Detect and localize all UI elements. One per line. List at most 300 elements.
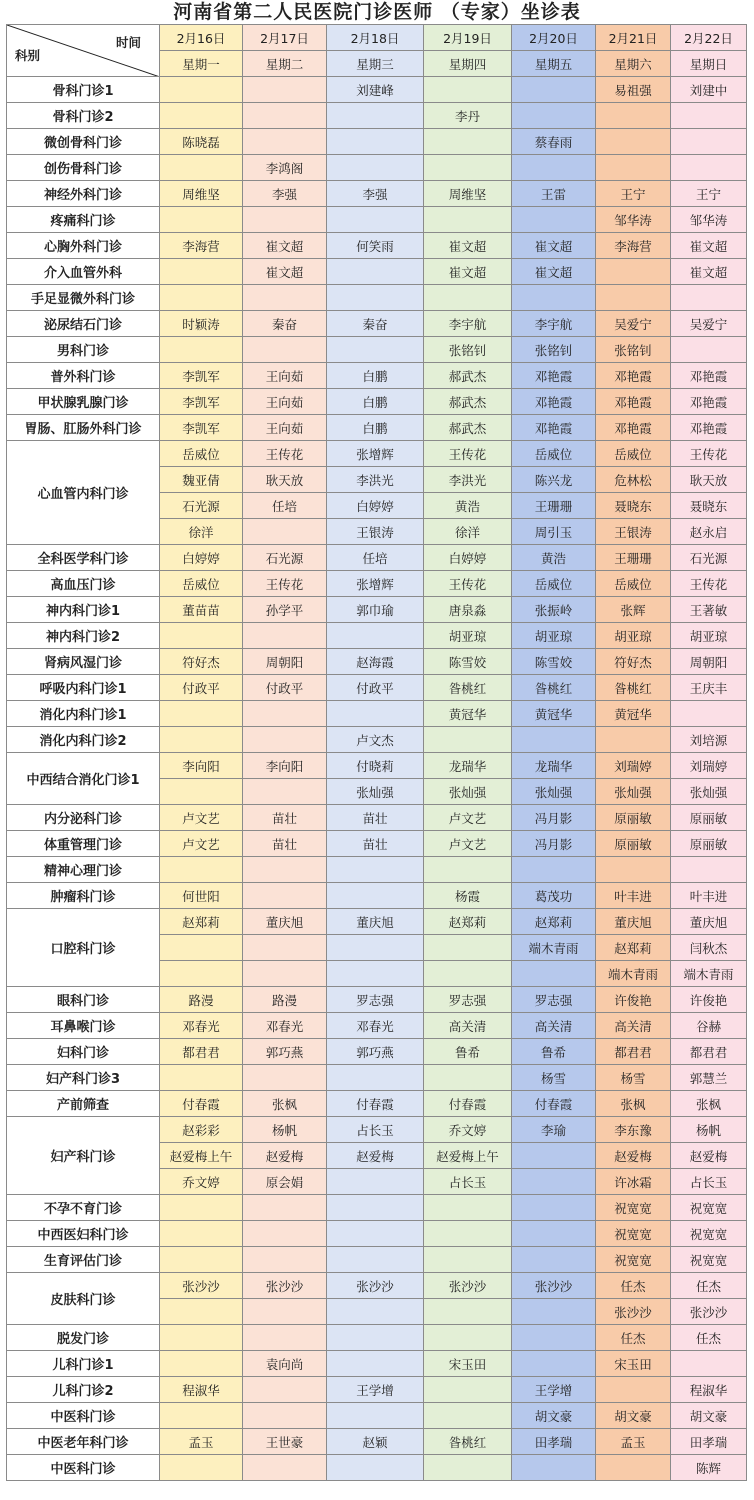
doctor-cell: 崔文超: [671, 233, 747, 259]
table-row: [7, 857, 747, 883]
doctor-cell: [160, 77, 243, 103]
doctor-cell: 张沙沙: [512, 1273, 596, 1299]
doctor-cell: 胡亚琼: [512, 623, 596, 649]
doctor-cell: 胡亚琼: [671, 623, 747, 649]
doctor-cell: 任杰: [671, 1325, 747, 1351]
doctor-cell: [243, 1247, 327, 1273]
header-corner-cell: [7, 25, 160, 77]
department-name: 妇科门诊: [7, 1039, 160, 1065]
doctor-cell: 王传花: [243, 571, 327, 597]
doctor-cell: 王银涛: [327, 519, 424, 545]
doctor-cell: 白鹏: [327, 363, 424, 389]
doctor-cell: 赵郑莉: [512, 909, 596, 935]
doctor-cell: 张枫: [243, 1091, 327, 1117]
doctor-cell: [596, 285, 671, 311]
department-name: 中医科门诊: [7, 1403, 160, 1429]
department-name: 产前筛查: [7, 1091, 160, 1117]
doctor-cell: [596, 103, 671, 129]
table-row: [7, 1247, 747, 1273]
doctor-cell: [327, 1325, 424, 1351]
doctor-cell: 原会娟: [243, 1169, 327, 1195]
department-name: 脱发门诊: [7, 1325, 160, 1351]
doctor-cell: 赵颖: [327, 1429, 424, 1455]
doctor-cell: 周朝阳: [671, 649, 747, 675]
doctor-cell: [671, 285, 747, 311]
doctor-cell: 昝桃红: [512, 675, 596, 701]
doctor-cell: 李丹: [424, 103, 512, 129]
doctor-cell: 卢文艺: [160, 831, 243, 857]
doctor-cell: 胡文豪: [512, 1403, 596, 1429]
table-row: [7, 285, 747, 311]
doctor-cell: [160, 1325, 243, 1351]
doctor-cell: 卢文艺: [424, 831, 512, 857]
doctor-cell: 李向阳: [243, 753, 327, 779]
table-row: [7, 1221, 747, 1247]
doctor-cell: 郭巧燕: [327, 1039, 424, 1065]
doctor-cell: 郭巾瑜: [327, 597, 424, 623]
doctor-cell: [327, 1455, 424, 1481]
doctor-cell: 刘瑞婷: [671, 753, 747, 779]
doctor-cell: 周引玉: [512, 519, 596, 545]
doctor-cell: 李宇航: [424, 311, 512, 337]
doctor-cell: [596, 259, 671, 285]
doctor-cell: 付政平: [327, 675, 424, 701]
doctor-cell: [160, 1221, 243, 1247]
doctor-cell: [327, 1169, 424, 1195]
doctor-cell: 邓艳霞: [512, 415, 596, 441]
doctor-cell: [512, 1247, 596, 1273]
doctor-cell: 祝宽宽: [596, 1247, 671, 1273]
doctor-cell: 王宁: [596, 181, 671, 207]
department-name: 神内科门诊2: [7, 623, 160, 649]
doctor-cell: 聂晓东: [596, 493, 671, 519]
doctor-cell: 张灿强: [671, 779, 747, 805]
table-row: [7, 363, 747, 389]
doctor-cell: 乔文婷: [160, 1169, 243, 1195]
doctor-cell: [243, 1325, 327, 1351]
doctor-cell: 张枫: [596, 1091, 671, 1117]
weekday-header: 星期三: [327, 51, 424, 77]
doctor-cell: [243, 623, 327, 649]
doctor-cell: 王向茹: [243, 363, 327, 389]
doctor-cell: [243, 935, 327, 961]
table-row: [7, 1377, 747, 1403]
doctor-cell: 路漫: [160, 987, 243, 1013]
doctor-cell: 宋玉田: [424, 1351, 512, 1377]
doctor-cell: [160, 1403, 243, 1429]
doctor-cell: [512, 207, 596, 233]
department-name: 精神心理门诊: [7, 857, 160, 883]
doctor-cell: [243, 961, 327, 987]
doctor-cell: 张枫: [671, 1091, 747, 1117]
department-name: 高血压门诊: [7, 571, 160, 597]
table-row: [7, 181, 747, 207]
doctor-cell: 路漫: [243, 987, 327, 1013]
doctor-cell: 任培: [243, 493, 327, 519]
doctor-cell: 董庆旭: [327, 909, 424, 935]
doctor-cell: 邓艳霞: [596, 389, 671, 415]
doctor-cell: 张振岭: [512, 597, 596, 623]
doctor-cell: 李东豫: [596, 1117, 671, 1143]
doctor-cell: [424, 77, 512, 103]
doctor-cell: 都君君: [596, 1039, 671, 1065]
department-name: 男科门诊: [7, 337, 160, 363]
doctor-cell: 符好杰: [596, 649, 671, 675]
table-row: [7, 77, 747, 103]
department-name: 口腔科门诊: [7, 909, 160, 987]
doctor-cell: 龙瑞华: [424, 753, 512, 779]
doctor-cell: [243, 1195, 327, 1221]
table-row: [7, 909, 747, 935]
department-name: 儿科门诊1: [7, 1351, 160, 1377]
department-name: 创伤骨科门诊: [7, 155, 160, 181]
table-row: [7, 805, 747, 831]
doctor-cell: 邹华涛: [671, 207, 747, 233]
date-header: 2月17日: [243, 25, 327, 51]
table-row: [7, 389, 747, 415]
schedule-table: [6, 24, 747, 1481]
doctor-cell: 张铭钊: [512, 337, 596, 363]
doctor-cell: 高关清: [424, 1013, 512, 1039]
doctor-cell: 杨帆: [671, 1117, 747, 1143]
doctor-cell: 李瑜: [512, 1117, 596, 1143]
doctor-cell: 谷赫: [671, 1013, 747, 1039]
doctor-cell: [512, 1325, 596, 1351]
doctor-cell: [160, 701, 243, 727]
weekday-header: 星期五: [512, 51, 596, 77]
doctor-cell: 付春霞: [327, 1091, 424, 1117]
doctor-cell: 张增辉: [327, 571, 424, 597]
doctor-cell: [424, 1325, 512, 1351]
doctor-cell: [160, 1195, 243, 1221]
doctor-cell: [596, 155, 671, 181]
doctor-cell: [424, 857, 512, 883]
doctor-cell: 魏亚倩: [160, 467, 243, 493]
time-header-label: 时间: [115, 35, 141, 50]
doctor-cell: 董庆旭: [671, 909, 747, 935]
doctor-cell: 付春霞: [424, 1091, 512, 1117]
doctor-cell: 张铭钊: [596, 337, 671, 363]
doctor-cell: [596, 1455, 671, 1481]
doctor-cell: [671, 155, 747, 181]
table-row: [7, 831, 747, 857]
doctor-cell: [512, 285, 596, 311]
doctor-cell: [160, 857, 243, 883]
doctor-cell: 卢文艺: [424, 805, 512, 831]
doctor-cell: [424, 155, 512, 181]
department-name: 皮肤科门诊: [7, 1273, 160, 1325]
doctor-cell: 秦奋: [243, 311, 327, 337]
doctor-cell: [160, 779, 243, 805]
date-header: 2月19日: [424, 25, 512, 51]
table-row: [7, 1273, 747, 1299]
department-name: 儿科门诊2: [7, 1377, 160, 1403]
doctor-cell: [327, 1195, 424, 1221]
doctor-cell: [243, 1065, 327, 1091]
doctor-cell: [596, 857, 671, 883]
doctor-cell: 袁向尚: [243, 1351, 327, 1377]
doctor-cell: 张沙沙: [243, 1273, 327, 1299]
doctor-cell: [327, 883, 424, 909]
doctor-cell: [243, 77, 327, 103]
doctor-cell: 苗壮: [243, 831, 327, 857]
doctor-cell: [243, 285, 327, 311]
doctor-cell: 白婷婷: [327, 493, 424, 519]
doctor-cell: 胡亚琼: [596, 623, 671, 649]
table-row: [7, 545, 747, 571]
doctor-cell: [512, 961, 596, 987]
doctor-cell: 赵爱梅上午: [160, 1143, 243, 1169]
doctor-cell: 赵海霞: [327, 649, 424, 675]
department-name: 消化内科门诊1: [7, 701, 160, 727]
doctor-cell: 黄冠华: [424, 701, 512, 727]
doctor-cell: [327, 155, 424, 181]
doctor-cell: [671, 103, 747, 129]
doctor-cell: 王传花: [671, 571, 747, 597]
doctor-cell: 崔文超: [243, 233, 327, 259]
doctor-cell: 刘培源: [671, 727, 747, 753]
doctor-cell: 任杰: [596, 1325, 671, 1351]
doctor-cell: 原丽敏: [671, 831, 747, 857]
doctor-cell: 冯月影: [512, 805, 596, 831]
doctor-cell: 张灿强: [327, 779, 424, 805]
department-name: 中医老年科门诊: [7, 1429, 160, 1455]
department-name: 泌尿结石门诊: [7, 311, 160, 337]
doctor-cell: [424, 129, 512, 155]
department-name: 不孕不育门诊: [7, 1195, 160, 1221]
department-name: 普外科门诊: [7, 363, 160, 389]
weekday-header: 星期六: [596, 51, 671, 77]
department-name: 介入血管外科: [7, 259, 160, 285]
doctor-cell: [512, 857, 596, 883]
doctor-cell: [424, 1065, 512, 1091]
doctor-cell: 易祖强: [596, 77, 671, 103]
doctor-cell: [512, 1169, 596, 1195]
doctor-cell: 李洪光: [424, 467, 512, 493]
doctor-cell: 许冰霜: [596, 1169, 671, 1195]
doctor-cell: 赵爱梅: [327, 1143, 424, 1169]
department-name: 眼科门诊: [7, 987, 160, 1013]
doctor-cell: [596, 129, 671, 155]
doctor-cell: 原丽敏: [596, 831, 671, 857]
doctor-cell: [512, 155, 596, 181]
table-row: [7, 311, 747, 337]
table-row: [7, 1065, 747, 1091]
doctor-cell: 杨霞: [424, 883, 512, 909]
doctor-cell: 李凯军: [160, 389, 243, 415]
doctor-cell: 付政平: [243, 675, 327, 701]
doctor-cell: 陈晓磊: [160, 129, 243, 155]
doctor-cell: [671, 129, 747, 155]
doctor-cell: 符好杰: [160, 649, 243, 675]
doctor-cell: 白婷婷: [160, 545, 243, 571]
doctor-cell: 田孝瑞: [512, 1429, 596, 1455]
doctor-cell: [596, 1377, 671, 1403]
department-name: 妇产科门诊: [7, 1117, 160, 1195]
doctor-cell: [512, 1195, 596, 1221]
doctor-cell: 郝武杰: [424, 389, 512, 415]
doctor-cell: 程淑华: [671, 1377, 747, 1403]
doctor-cell: 祝宽宽: [596, 1195, 671, 1221]
doctor-cell: [243, 779, 327, 805]
doctor-cell: 岳威位: [512, 441, 596, 467]
doctor-cell: [160, 1299, 243, 1325]
doctor-cell: [327, 961, 424, 987]
doctor-cell: [327, 1247, 424, 1273]
department-name: 心血管内科门诊: [7, 441, 160, 545]
doctor-cell: 付春霞: [512, 1091, 596, 1117]
doctor-cell: 龙瑞华: [512, 753, 596, 779]
table-row: [7, 727, 747, 753]
table-row: [7, 441, 747, 467]
doctor-cell: [512, 1143, 596, 1169]
doctor-cell: 付政平: [160, 675, 243, 701]
department-name: 消化内科门诊2: [7, 727, 160, 753]
doctor-cell: 石光源: [671, 545, 747, 571]
doctor-cell: 乔文婷: [424, 1117, 512, 1143]
doctor-cell: 赵彩彩: [160, 1117, 243, 1143]
doctor-cell: 陈兴龙: [512, 467, 596, 493]
doctor-cell: 白鹏: [327, 389, 424, 415]
department-name: 神内科门诊1: [7, 597, 160, 623]
doctor-cell: 崔文超: [512, 259, 596, 285]
doctor-cell: 陈雪姣: [424, 649, 512, 675]
doctor-cell: 郭巧燕: [243, 1039, 327, 1065]
doctor-cell: 岳威位: [596, 571, 671, 597]
table-row: [7, 1039, 747, 1065]
doctor-cell: 张辉: [596, 597, 671, 623]
doctor-cell: 冯月影: [512, 831, 596, 857]
table-row: [7, 103, 747, 129]
department-name: 心胸外科门诊: [7, 233, 160, 259]
doctor-cell: 邓艳霞: [512, 389, 596, 415]
doctor-cell: 鲁希: [424, 1039, 512, 1065]
doctor-cell: 赵爱梅: [243, 1143, 327, 1169]
doctor-cell: [243, 857, 327, 883]
date-header: 2月18日: [327, 25, 424, 51]
doctor-cell: [243, 1455, 327, 1481]
doctor-cell: 赵永启: [671, 519, 747, 545]
doctor-cell: 李凯军: [160, 415, 243, 441]
table-row: [7, 129, 747, 155]
doctor-cell: 崔文超: [243, 259, 327, 285]
doctor-cell: 李强: [243, 181, 327, 207]
doctor-cell: 王传花: [671, 441, 747, 467]
doctor-cell: 董庆旭: [596, 909, 671, 935]
doctor-cell: [160, 337, 243, 363]
doctor-cell: 胡文豪: [596, 1403, 671, 1429]
department-name: 耳鼻喉门诊: [7, 1013, 160, 1039]
table-row: [7, 1195, 747, 1221]
doctor-cell: [243, 727, 327, 753]
doctor-cell: [327, 207, 424, 233]
doctor-cell: 邓艳霞: [596, 363, 671, 389]
doctor-cell: 耿天放: [243, 467, 327, 493]
department-name: 妇产科门诊3: [7, 1065, 160, 1091]
doctor-cell: 徐洋: [160, 519, 243, 545]
doctor-cell: 邓春光: [327, 1013, 424, 1039]
doctor-cell: 高关清: [512, 1013, 596, 1039]
doctor-cell: 石光源: [160, 493, 243, 519]
department-name: 全科医学科门诊: [7, 545, 160, 571]
doctor-cell: 黄冠华: [596, 701, 671, 727]
doctor-cell: 周维坚: [424, 181, 512, 207]
doctor-cell: 吴爱宁: [596, 311, 671, 337]
doctor-cell: 崔文超: [424, 233, 512, 259]
doctor-cell: 徐洋: [424, 519, 512, 545]
doctor-cell: 张沙沙: [596, 1299, 671, 1325]
department-name: 内分泌科门诊: [7, 805, 160, 831]
doctor-cell: [512, 77, 596, 103]
doctor-cell: 危林松: [596, 467, 671, 493]
doctor-cell: 张沙沙: [424, 1273, 512, 1299]
doctor-cell: [327, 1299, 424, 1325]
doctor-cell: 刘建中: [671, 77, 747, 103]
doctor-cell: [424, 1247, 512, 1273]
doctor-cell: 端木青雨: [596, 961, 671, 987]
doctor-cell: 胡亚琼: [424, 623, 512, 649]
doctor-cell: 周维坚: [160, 181, 243, 207]
doctor-cell: 李鸿阁: [243, 155, 327, 181]
doctor-cell: [671, 1351, 747, 1377]
table-row: [7, 207, 747, 233]
doctor-cell: 田孝瑞: [671, 1429, 747, 1455]
doctor-cell: 祝宽宽: [596, 1221, 671, 1247]
doctor-cell: [160, 155, 243, 181]
weekday-header: 星期四: [424, 51, 512, 77]
weekday-header: 星期一: [160, 51, 243, 77]
doctor-cell: 聂晓东: [671, 493, 747, 519]
date-header: 2月20日: [512, 25, 596, 51]
table-row: [7, 675, 747, 701]
doctor-cell: 王银涛: [596, 519, 671, 545]
doctor-cell: [424, 1195, 512, 1221]
doctor-cell: [327, 1351, 424, 1377]
doctor-cell: 赵爱梅: [596, 1143, 671, 1169]
doctor-cell: 孟玉: [160, 1429, 243, 1455]
doctor-cell: [243, 337, 327, 363]
doctor-cell: [243, 207, 327, 233]
doctor-cell: 端木青雨: [671, 961, 747, 987]
department-name: 呼吸内科门诊1: [7, 675, 160, 701]
doctor-cell: 郭慧兰: [671, 1065, 747, 1091]
doctor-cell: 邓艳霞: [512, 363, 596, 389]
doctor-cell: [160, 1247, 243, 1273]
doctor-cell: 李强: [327, 181, 424, 207]
doctor-cell: [160, 103, 243, 129]
doctor-cell: 李凯军: [160, 363, 243, 389]
doctor-cell: [424, 207, 512, 233]
table-row: [7, 1455, 747, 1481]
doctor-cell: 苗壮: [327, 805, 424, 831]
doctor-cell: [327, 337, 424, 363]
doctor-cell: 赵爱梅上午: [424, 1143, 512, 1169]
doctor-cell: 卢文杰: [327, 727, 424, 753]
department-name: 微创骨科门诊: [7, 129, 160, 155]
doctor-cell: 崔文超: [671, 259, 747, 285]
doctor-cell: 邓艳霞: [671, 415, 747, 441]
department-name: 中西结合消化门诊1: [7, 753, 160, 805]
doctor-cell: 占长玉: [424, 1169, 512, 1195]
doctor-cell: 祝宽宽: [671, 1247, 747, 1273]
department-name: 疼痛科门诊: [7, 207, 160, 233]
doctor-cell: 岳威位: [160, 571, 243, 597]
doctor-cell: 罗志强: [327, 987, 424, 1013]
table-row: [7, 155, 747, 181]
doctor-cell: [327, 285, 424, 311]
doctor-cell: 张增辉: [327, 441, 424, 467]
department-name: 手足显微外科门诊: [7, 285, 160, 311]
